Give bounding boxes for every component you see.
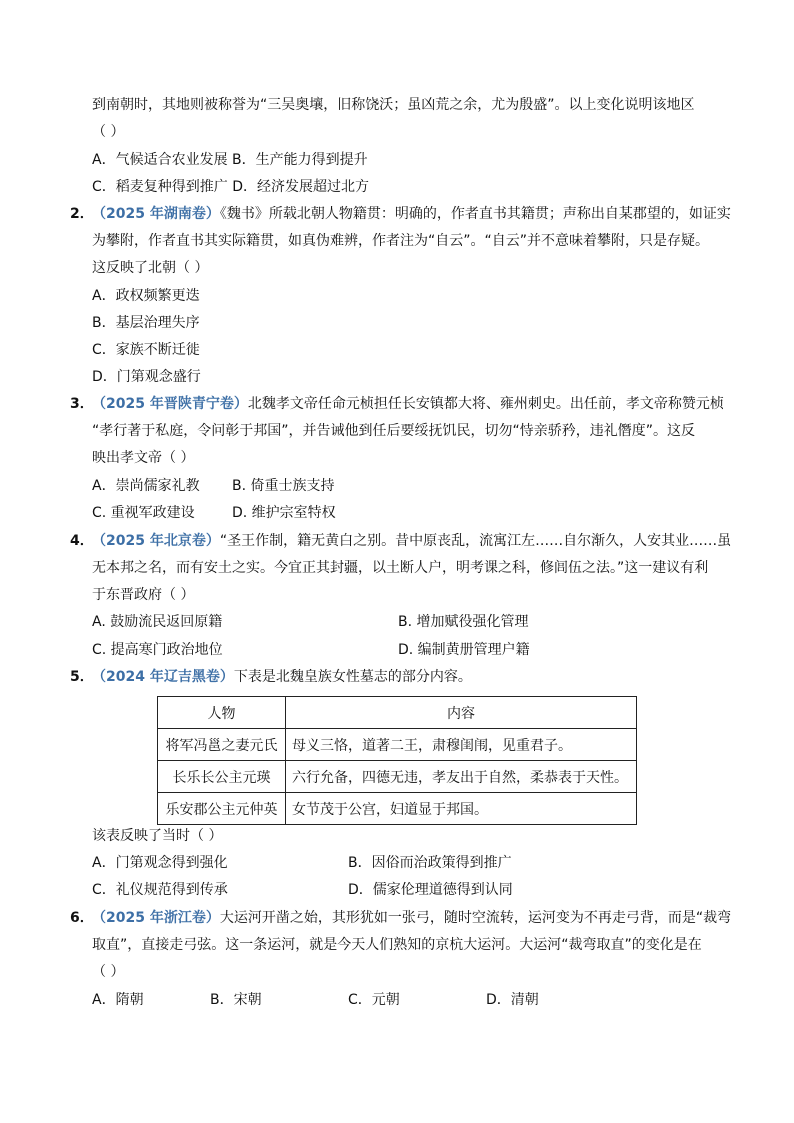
q5-stem-line-1 (92, 667, 472, 687)
q6-number: 6． (70, 910, 94, 926)
q4-option-a: A. 鼓励流民返回原籍 (92, 614, 223, 630)
q6-option-d: D．清朝 (486, 992, 539, 1008)
table-header-person: 人物 (158, 697, 286, 729)
table-cell-content: 母义三恪，道著二王，肃穆闺闱，见重君子。 (286, 729, 637, 761)
table-row (158, 793, 637, 825)
table-cell-person: 将军冯邕之妻元氏 (158, 729, 286, 761)
q3-option-a: A．崇尚儒家礼教 (92, 478, 200, 494)
table-header-row (158, 697, 637, 729)
table-row (158, 761, 637, 793)
table-header-content: 内容 (286, 697, 637, 729)
q6-stem-line-1 (92, 908, 731, 928)
q5-option-d: D．儒家伦理道德得到认同 (348, 882, 513, 898)
q2-source: （2025 年湖南卷） (92, 206, 220, 222)
q2-option-c: C．家族不断迁徙 (92, 342, 200, 358)
q4-source: （2025 年北京卷） (92, 533, 220, 549)
q5-number: 5． (70, 669, 94, 685)
q3-stem-line-1 (92, 394, 724, 414)
table-cell-person: 乐安郡公主元仲英 (158, 793, 286, 825)
q2-option-d: D．门第观念盛行 (92, 369, 201, 385)
table-cell-person: 长乐长公主元瑛 (158, 761, 286, 793)
table-row (158, 729, 637, 761)
q6-stem-line-2: 取直”，直接走弓弦。这一条运河，就是今天人们熟知的京杭大运河。大运河“裁弯取直”的变化是在 (92, 937, 702, 953)
q5-stem-text: 下表是北魏皇族女性墓志的部分内容。 (233, 669, 472, 685)
q5-option-b: B．因俗而治政策得到推广 (348, 855, 512, 871)
q2-number: 2． (70, 206, 94, 222)
q3-stem-text: 北魏孝文帝任命元桢担任长安镇都大将、雍州刺史。出任前，孝文帝称赞元桢 (247, 396, 724, 412)
q4-stem-line-1 (92, 531, 731, 551)
q6-option-c: C．元朝 (348, 992, 400, 1008)
q3-source: （2025 年晋陕青宁卷） (92, 396, 248, 412)
q3-number: 3． (70, 396, 94, 412)
q5-source: （2024 年辽吉黑卷） (92, 669, 234, 685)
q2-option-b: B．基层治理失序 (92, 315, 200, 331)
table-cell-content: 女节茂于公宫，妇道显于邦国。 (286, 793, 637, 825)
q3-stem-line-2: “孝行著于私庭，令问彰于邦国”，并告诫他到任后要绥抚饥民，切勿“恃亲骄矜，违礼僭度”。这反 (92, 423, 696, 439)
q6-option-b: B．宋朝 (210, 992, 262, 1008)
q6-source: （2025 年浙江卷） (92, 910, 220, 926)
q2-stem-line-3: 这反映了北朝（ ） (92, 260, 209, 276)
q2-stem-text: 《魏书》所载北朝人物籍贯：明确的，作者直书其籍贯；声称出自某郡望的，如证实 (219, 206, 731, 222)
q4-option-c: C. 提高寒门政治地位 (92, 642, 223, 658)
epitaph-table (157, 696, 637, 825)
q5-option-a: A．门第观念得到强化 (92, 855, 228, 871)
q4-number: 4． (70, 533, 94, 549)
q3-option-d: D. 维护宗室特权 (232, 505, 336, 521)
q6-option-a: A．隋朝 (92, 992, 144, 1008)
q4-option-d: D. 编制黄册管理户籍 (398, 642, 530, 658)
q3-option-b: B. 倚重士族支持 (232, 478, 335, 494)
q2-option-a: A．政权频繁更迭 (92, 288, 200, 304)
q5-option-c: C．礼仪规范得到传承 (92, 882, 228, 898)
q6-answer-blank: （ ） (92, 964, 125, 980)
q4-stem-text: “圣王作制，籍无黄白之别。昔中原丧乱，流寓江左……自尔渐久，人安其业……虽 (219, 533, 732, 549)
q1-options-cd: C．稻麦复种得到推广 D．经济发展超过北方 (92, 179, 370, 195)
q2-stem-line-2: 为攀附，作者直书其实际籍贯，如真伪难辨，作者注为“自云”。“自云”并不意味着攀附，只是存疑。 (92, 233, 710, 249)
q5-after-table: 该表反映了当时（ ） (92, 828, 223, 844)
q3-stem-line-3: 映出孝文帝（ ） (92, 450, 195, 466)
q2-stem-line-1 (92, 204, 731, 224)
q4-stem-line-2: 无本邦之名，而有安土之实。今宜正其封疆，以土断人户，明考课之科，修闾伍之法。”这一建议有利 (92, 560, 709, 576)
q1-answer-blank: （ ） (92, 124, 125, 140)
q1-stem-line: 到南朝时，其地则被称誉为“三吴奥壤，旧称饶沃；虽凶荒之余，尤为殷盛”。以上变化说明该地区 (92, 97, 695, 113)
table-cell-content: 六行允备，四德无违，孝友出于自然，柔恭表于天性。 (286, 761, 637, 793)
q1-options-ab: A．气候适合农业发展 B．生产能力得到提升 (92, 152, 368, 168)
q3-option-c: C. 重视军政建设 (92, 505, 195, 521)
q4-stem-line-3: 于东晋政府（ ） (92, 587, 195, 603)
q4-option-b: B. 增加赋役强化管理 (398, 614, 529, 630)
q6-stem-text: 大运河开凿之始，其形犹如一张弓，随时空流转，运河变为不再走弓背，而是“裁弯 (219, 910, 732, 926)
